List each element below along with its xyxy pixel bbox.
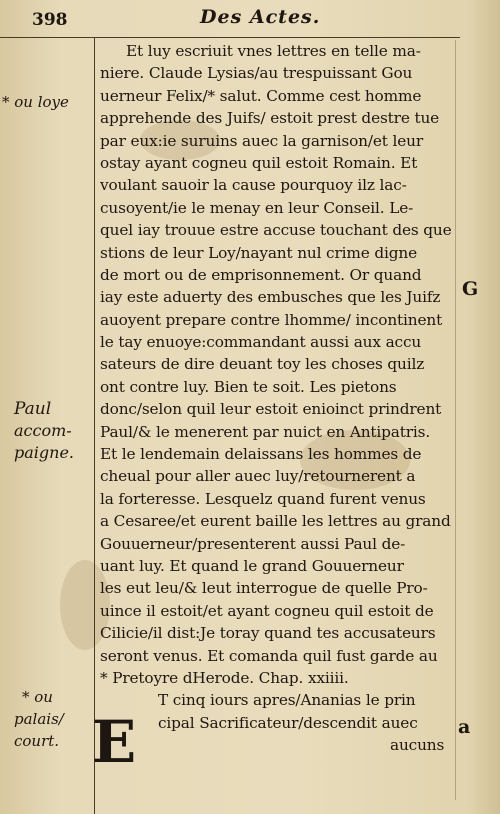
section-marker: G — [462, 278, 479, 300]
text-line: Paul/& le menerent par nuict en Antipatris. — [100, 422, 431, 441]
text-line: auoyent prepare contre lhomme/ incontinent — [100, 310, 443, 329]
text-line: cheual pour aller auec luy/retournerent a — [100, 467, 416, 486]
text-line: par eux:ie suruins auec la garnison/et leur — [100, 131, 423, 150]
section-marker: a — [458, 716, 471, 738]
drop-cap: E — [92, 708, 137, 776]
text-line: ont contre luy. Bien te soit. Les pietons — [100, 377, 397, 396]
text-line: Cilicie/il dist:Je toray quand tes accusateurs — [100, 624, 436, 643]
text-line: cusoyent/ie le menay en leur Conseil. Le- — [100, 198, 414, 217]
marginal-note: accom- — [14, 421, 72, 440]
marginal-note: Paul — [14, 399, 52, 419]
text-line: voulant sauoir la cause pourquoy ilz lac- — [100, 176, 407, 195]
text-line: les eut leu/& leut interrogue de quelle Pro- — [100, 579, 428, 598]
text-line: aucuns — [390, 736, 445, 755]
text-line: Et le lendemain delaissans les hommes de — [100, 445, 422, 464]
text-line: iay este aduerty des embusches que les Juifz — [100, 288, 441, 307]
text-line: * Pretoyre dHerode. Chap. xxiiii. — [100, 668, 349, 687]
header-rule — [0, 37, 460, 38]
page-number: 398 — [32, 10, 68, 30]
text-line: ostay ayant cogneu quil estoit Romain. Et — [100, 153, 418, 172]
marginal-note: court. — [14, 732, 60, 750]
text-line: uant luy. Et quand le grand Gouuerneur — [100, 556, 404, 575]
text-line: niere. Claude Lysias/au trespuissant Gou — [100, 64, 413, 83]
text-line: la forteresse. Lesquelz quand furent venus — [100, 489, 426, 508]
text-line: sateurs de dire deuant toy les choses quilz — [100, 355, 425, 374]
text-line: uince il estoit/et ayant cogneu quil estoit de — [100, 601, 434, 620]
text-line: stions de leur Loy/nayant nul crime digne — [100, 243, 417, 262]
text-line: Et luy escriuit vnes lettres en telle ma- — [126, 42, 421, 60]
text-line: uerneur Felix/* salut. Comme cest homme — [100, 86, 422, 105]
text-line: apprehende des Juifs/ estoit prest destre tue — [100, 109, 440, 128]
marginal-note: paigne. — [14, 443, 74, 462]
text-line: a Cesaree/et eurent baille les lettres au grand — [100, 512, 451, 531]
marginal-note: * ou loye — [2, 93, 69, 111]
text-line: quel iay trouue estre accuse touchant des que — [100, 221, 452, 240]
running-title: Des Actes. — [200, 6, 321, 28]
text-line: donc/selon quil leur estoit enioinct prindrent — [100, 400, 442, 419]
body-text — [100, 40, 458, 757]
text-line: le tay enuoye:commandant aussi aux accu — [100, 333, 422, 352]
text-line: T cinq iours apres/Ananias le prin — [158, 691, 416, 710]
marginal-note: palais/ — [14, 710, 64, 728]
text-line: de mort ou de emprisonnement. Or quand — [100, 265, 422, 284]
marginal-note: * ou — [22, 688, 53, 706]
text-line: seront venus. Et comanda quil fust garde au — [100, 646, 438, 665]
text-line: cipal Sacrificateur/descendit auec — [158, 713, 418, 732]
text-line: Gouuerneur/presenterent aussi Paul de- — [100, 534, 406, 553]
